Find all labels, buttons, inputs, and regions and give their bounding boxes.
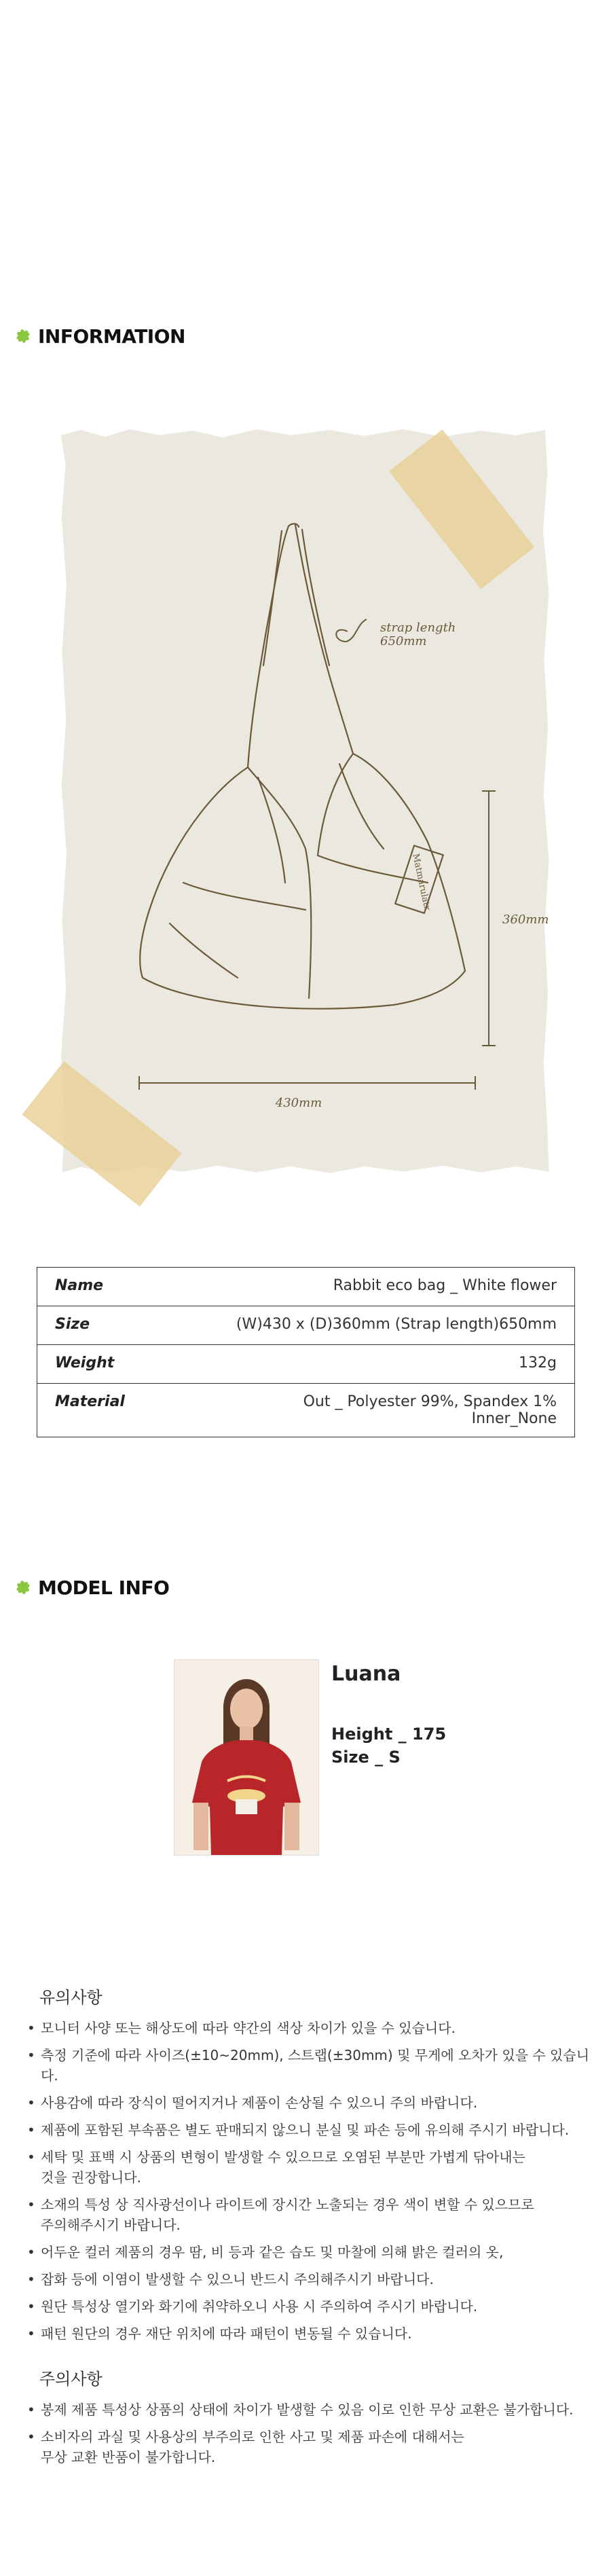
information-title: INFORMATION [38,325,185,348]
list-item: • 패턴 원단의 경우 재단 위치에 따라 패턴이 변동될 수 있습니다. [27,2323,597,2344]
bag-size-diagram [14,407,597,1209]
information-heading [14,323,185,350]
list-item: • 어두운 컬러 제품의 경우 땀, 비 등과 같은 습도 및 마찰에 의해 밝은 컬러의 옷, [27,2242,597,2262]
spec-value: 132g [188,1345,575,1384]
bag-sketch [14,407,597,1209]
list-item: • 사용감에 따라 장식이 떨어지거나 제품이 손상될 수 있으니 주의 바랍니다. [27,2093,597,2113]
spec-row-weight [37,1345,575,1384]
notice-title-cautions: 유의사항 [39,1988,103,2007]
strap-length-label: strap length 650mm [380,621,456,648]
spec-value: (W)430 x (D)360mm (Strap length)650mm [188,1306,575,1345]
spec-label: Name [37,1268,189,1306]
list-item: • 소비자의 과실 및 사용상의 부주의로 인한 사고 및 제품 파손에 대해서는 무상 교환 반품이 불가합니다. [27,2427,597,2467]
spec-label: Material [37,1384,189,1437]
height-label: 360mm [502,913,549,927]
spec-label: Size [37,1306,189,1345]
spec-row-size [37,1306,575,1345]
notice-list-warnings [27,2399,597,2474]
spec-row-name [37,1268,575,1306]
model-height: Height _ 175 [331,1725,447,1744]
model-info-heading [14,1574,169,1601]
list-item: • 봉제 제품 특성상 상품의 상태에 차이가 발생할 수 있음 이로 인한 무상 교환은 불가합니다. [27,2399,597,2420]
leaf-icon [14,323,38,350]
width-label: 430mm [275,1096,322,1110]
spec-row-material [37,1384,575,1437]
list-item: • 측정 기준에 따라 사이즈(±10~20mm), 스트랩(±30mm) 및 무게에 오차가 있을 수 있습니다. [27,2045,597,2086]
spec-value: Rabbit eco bag _ White flower [188,1268,575,1306]
notice-title-warnings: 주의사항 [39,2370,103,2389]
list-item: • 원단 특성상 열기와 화기에 취약하오니 사용 시 주의하여 주시기 바랍니다. [27,2296,597,2317]
model-info-title: MODEL INFO [38,1576,170,1599]
spec-label: Weight [37,1345,189,1384]
list-item: • 소재의 특성 상 직사광선이나 라이트에 장시간 노출되는 경우 색이 변할 수 있으므로 주의해주시기 바랍니다. [27,2194,597,2235]
list-item: • 모니터 사양 또는 해상도에 따라 약간의 색상 차이가 있을 수 있습니다. [27,2018,597,2038]
list-item: • 세탁 및 표백 시 상품의 변형이 발생할 수 있으므로 오염된 부분만 가볍게 닦아내는 것을 권장합니다. [27,2147,597,2188]
spec-table [37,1267,575,1437]
list-item: • 제품에 포함된 부속품은 별도 판매되지 않으니 분실 및 파손 등에 유의해 주시기 바랍니다. [27,2120,597,2140]
spec-value: Out _ Polyester 99%, Spandex 1% Inner_None [188,1384,575,1437]
leaf-icon [14,1574,38,1601]
model-name: Luana [331,1662,401,1686]
notice-list-cautions [27,2018,597,2351]
bag-tag-text: Matmarulatx [410,852,432,912]
model-photo [174,1659,319,1856]
model-size: Size _ S [331,1748,401,1767]
list-item: • 잡화 등에 이염이 발생할 수 있으니 반드시 주의해주시기 바랍니다. [27,2269,597,2289]
